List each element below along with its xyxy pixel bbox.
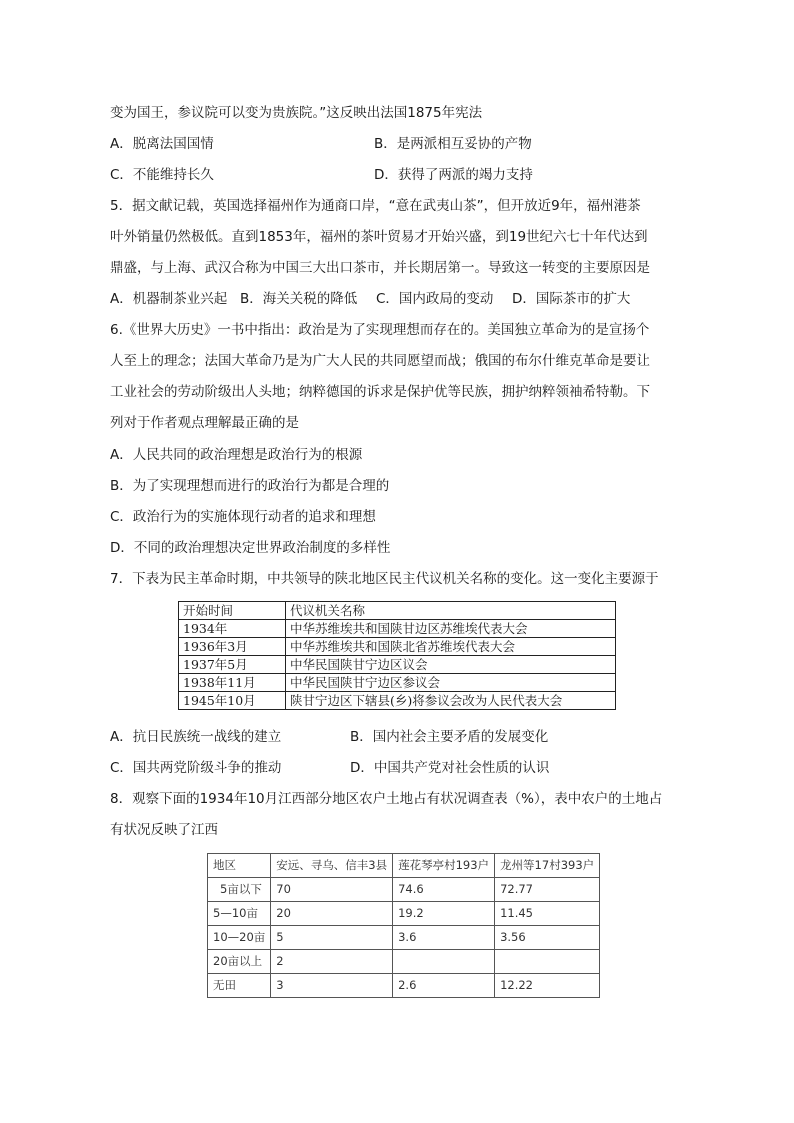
table-cell: 74.6 — [393, 878, 495, 902]
table-row — [208, 926, 600, 950]
q4-option-b[interactable]: B．是两派相互妥协的产物 — [374, 136, 532, 152]
table-cell: 陕甘宁边区下辖县(乡)将参议会改为人民代表大会 — [286, 692, 616, 710]
q5-stem-line-1: 5．据文献记载，英国选择福州作为通商口岸，“意在武夷山茶”，但开放近9年，福州港茶 — [110, 198, 641, 214]
q6-stem-line-2: 人至上的理念；法国大革命乃是为广大人民的共同愿望而战；俄国的布尔什维克革命是要让 — [110, 353, 650, 369]
q7-options-row-2 — [110, 758, 690, 778]
q7-option-a[interactable]: A．抗日民族统一战线的建立 — [110, 729, 282, 745]
table-header-row — [179, 602, 616, 620]
q6-stem-line-1: 6.《世界大历史》一书中指出：政治是为了实现理想而存在的。美国独立革命为的是宣扬个 — [110, 322, 650, 338]
q6-option-b[interactable]: B．为了实现理想而进行的政治行为都是合理的 — [110, 478, 390, 494]
q6-option-a[interactable]: A．人民共同的政治理想是政治行为的根源 — [110, 447, 363, 463]
table-cell: 11.45 — [495, 902, 600, 926]
q6-option-d[interactable]: D．不同的政治理想决定世界政治制度的多样性 — [110, 540, 391, 556]
q4-options-row-1 — [110, 134, 690, 154]
table-cell: 5—10亩 — [208, 902, 271, 926]
table-cell: 19.2 — [393, 902, 495, 926]
q5-option-b[interactable]: B．海关关税的降低 — [240, 291, 358, 307]
q4-option-c[interactable]: C．不能维持长久 — [110, 167, 214, 183]
q7-option-c[interactable]: C．国共两党阶级斗争的推动 — [110, 760, 282, 776]
table-header-cell: 莲花琴亭村193户 — [393, 854, 495, 878]
table-row — [208, 902, 600, 926]
table-cell: 中华苏维埃共和国陕北省苏维埃代表大会 — [286, 638, 616, 656]
q6-option-c[interactable]: C．政治行为的实施体现行动者的追求和理想 — [110, 509, 376, 525]
table-cell: 72.77 — [495, 878, 600, 902]
table-cell: 20 — [271, 902, 393, 926]
table-cell: 20亩以上 — [208, 950, 271, 974]
table-header-cell: 安远、寻乌、信丰3县 — [271, 854, 393, 878]
q4-stem-line: 变为国王，参议院可以变为贵族院。”这反映出法国1875年宪法 — [110, 105, 483, 121]
q5-stem-line-3: 鼎盛，与上海、武汉合称为中国三大出口茶市，并长期居第一。导致这一转变的主要原因是 — [110, 260, 650, 276]
table-header-row — [208, 854, 600, 878]
table-row — [179, 692, 616, 710]
table-cell: 中华苏维埃共和国陕甘边区苏维埃代表大会 — [286, 620, 616, 638]
q8-stem-line-1: 8．观察下面的1934年10月江西部分地区农户土地占有状况调查表（%），表中农户的土地占 — [110, 791, 663, 807]
table-header-cell: 地区 — [208, 854, 271, 878]
table-cell: 3.6 — [393, 926, 495, 950]
table-row — [179, 674, 616, 692]
table-cell: 70 — [271, 878, 393, 902]
table-cell: 5亩以下 — [208, 878, 271, 902]
table-cell: 无田 — [208, 974, 271, 998]
table-row — [208, 878, 600, 902]
table-cell: 中华民国陕甘宁边区参议会 — [286, 674, 616, 692]
q5-options-row — [110, 289, 690, 309]
table-row — [179, 656, 616, 674]
q5-stem-line-2: 叶外销量仍然极低。直到1853年，福州的茶叶贸易才开始兴盛，到19世纪六七十年代达到 — [110, 229, 648, 245]
q4-options-row-2 — [110, 165, 690, 185]
table-header-cell: 代议机关名称 — [286, 602, 616, 620]
table-row — [208, 950, 600, 974]
table-header-cell: 开始时间 — [179, 602, 286, 620]
table-row — [208, 974, 600, 998]
q6-stem-line-4: 列对于作者观点理解最正确的是 — [110, 415, 299, 431]
table-cell: 10—20亩 — [208, 926, 271, 950]
q8-table — [207, 853, 600, 998]
q7-option-d[interactable]: D．中国共产党对社会性质的认识 — [350, 760, 550, 776]
table-cell: 2.6 — [393, 974, 495, 998]
table-row — [179, 620, 616, 638]
table-header-cell: 龙州等17村393户 — [495, 854, 600, 878]
table-cell: 1934年 — [179, 620, 286, 638]
table-cell: 2 — [271, 950, 393, 974]
table-cell: 1938年11月 — [179, 674, 286, 692]
table-cell: 3.56 — [495, 926, 600, 950]
q7-option-b[interactable]: B．国内社会主要矛盾的发展变化 — [350, 729, 549, 745]
q8-stem-line-2: 有状况反映了江西 — [110, 822, 218, 838]
table-cell — [393, 950, 495, 974]
table-cell: 1945年10月 — [179, 692, 286, 710]
q7-options-row-1 — [110, 727, 690, 747]
table-cell: 1936年3月 — [179, 638, 286, 656]
table-cell: 5 — [271, 926, 393, 950]
q7-stem-line: 7．下表为民主革命时期，中共领导的陕北地区民主代议机关名称的变化。这一变化主要源于 — [110, 571, 659, 587]
table-cell: 3 — [271, 974, 393, 998]
table-row — [179, 638, 616, 656]
q6-stem-line-3: 工业社会的劳动阶级出人头地；纳粹德国的诉求是保护优等民族，拥护纳粹领袖希特勒。下 — [110, 384, 650, 400]
q5-option-c[interactable]: C．国内政局的变动 — [376, 291, 494, 307]
q4-option-a[interactable]: A．脱离法国国情 — [110, 136, 214, 152]
q5-option-d[interactable]: D．国际茶市的扩大 — [512, 291, 631, 307]
table-cell — [495, 950, 600, 974]
table-cell: 中华民国陕甘宁边区议会 — [286, 656, 616, 674]
q4-option-d[interactable]: D．获得了两派的竭力支持 — [374, 167, 533, 183]
q7-table — [178, 601, 616, 710]
table-cell: 12.22 — [495, 974, 600, 998]
table-cell: 1937年5月 — [179, 656, 286, 674]
q5-option-a[interactable]: A．机器制茶业兴起 — [110, 291, 228, 307]
